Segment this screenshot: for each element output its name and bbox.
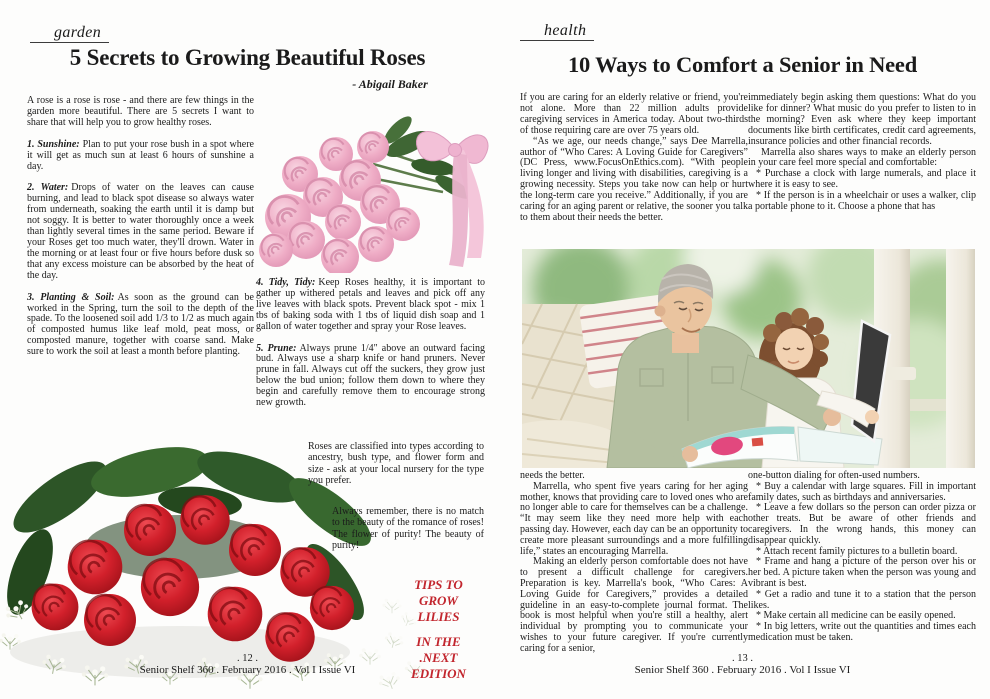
senior-reading-photo bbox=[522, 249, 975, 468]
intro-paragraph: A rose is a rose is rose - and there are few things in the garden more beautiful. There are 5 secrets I want to share that will help you to grow healthy roses. bbox=[27, 95, 254, 128]
bullet-item: * Attach recent family pictures to a bulletin board. bbox=[756, 545, 958, 557]
article-title-senior: 10 Ways to Comfort a Senior in Need bbox=[567, 52, 918, 77]
next-edition-teaser-top bbox=[386, 577, 491, 625]
body-paragraph: needs the better. bbox=[520, 470, 585, 481]
body-paragraph: immediately begin asking them questions: What do you like for dinner? What music do you prefer to listen to in the morning? Even ask where they keep important documents like birth certificates, credit card agreements, insurance policies and other financial records. bbox=[748, 92, 976, 147]
page-number-13: . 13 . bbox=[732, 653, 753, 664]
teaser-line: IN THE bbox=[416, 634, 461, 649]
secret-label: 5. Prune: bbox=[256, 342, 297, 354]
secret-label: 4. Tidy, Tidy: bbox=[256, 277, 316, 288]
body-paragraph: Marrella also shares ways to make an elderly person in your care feel more special and comfortable: bbox=[748, 146, 976, 169]
secret-item-3 bbox=[27, 293, 254, 358]
bullet-item: * Make certain all medicine can be easily opened. bbox=[756, 610, 956, 622]
teaser-line: TIPS TO bbox=[414, 577, 463, 592]
pink-roses-photo bbox=[248, 92, 490, 273]
senior-column-1-top bbox=[520, 93, 748, 224]
page-number-12: . 12 . bbox=[237, 653, 258, 664]
roses-column-1 bbox=[27, 96, 254, 358]
secret-label: 3. Planting & Soil: bbox=[27, 291, 115, 303]
body-paragraph: Making an elderly person comfortable does not have to present a difficult challenge for caregivers. Preparation is key. Marrella's book, “Who Cares: A Loving Guide for Caregivers,” provides a detailed guideline in an easy-to-complete journal format. The book is most helpful when you're still a healthy, alert individual by prompting you to communicate your wishes to your future caregiver. If you're currently caring for a senior, bbox=[520, 556, 748, 654]
section-label-health: health bbox=[520, 22, 594, 41]
bullet-item: * If the person is in a wheelchair or uses a walker, clip a portable phone to it. Choose a phone that has bbox=[748, 190, 976, 213]
section-label-garden: garden bbox=[30, 24, 109, 43]
bullet-item: * Leave a few dollars so the person can order pizza or other treats. But be aware of other friends and caregivers. In the wrong hands, this money can disappear quickly. bbox=[748, 502, 976, 546]
secret-item-5 bbox=[256, 344, 485, 409]
body-paragraph: If you are caring for an elderly relative or friend, you're not alone. More than 22 million adults provide caregiving services in America today. About two-thirds of those requiring care are over 75 years old. bbox=[520, 92, 748, 136]
teaser-line: GROW bbox=[418, 593, 458, 608]
secret-text: As soon as the ground can be worked in the Spring, turn the soil to the depth of the spade. To the loosened soil add 1/3 to 1/2 as much again of composted humus like leaf mold, peat moss, or composted manure, together with coarse sand. Make sure to work the soil at least a month before planting. bbox=[27, 291, 254, 358]
bullet-item: * In big letters, write out the quantities and times each medication must be taken. bbox=[748, 621, 976, 643]
body-paragraph: Marrella, who spent five years caring for her aging mother, knows that providing care to loved ones who are no longer able to care for themselves can be a challenge. “It may seem like they need more help with each passing day. However, each day can be an opportunity to create more pleasant surroundings and a more fulfilling life,” states an encouraging Marrella. bbox=[520, 480, 748, 557]
senior-column-2-bottom bbox=[748, 471, 976, 644]
secret-item-4 bbox=[256, 278, 485, 333]
teaser-line: LILIES bbox=[417, 609, 460, 624]
roses-column-2 bbox=[256, 278, 485, 409]
pink-roses-bouquet-illustration bbox=[248, 92, 490, 273]
article-title-roses: 5 Secrets to Growing Beautiful Roses bbox=[69, 45, 426, 70]
senior-column-1-bottom bbox=[520, 471, 748, 655]
note-remember: Always remember, there is no match to the beauty of the romance of roses! The flower of purity! The beauty of purity! bbox=[332, 506, 484, 552]
secret-text: Drops of water on the leaves can cause burning, and lead to black spot disease so always water from underneath, soaking the earth until it is damp but not soggy. It is better to water thoroughly once a week than lightly several times in the same period. Beware if your Roses get too much water, they'll drown. Water in the morning or at least four or five hours before dusk so that any excess moisture can be absorbed by the heat of the day. bbox=[27, 182, 254, 281]
footer-left: Senior Shelf 360 . February 2016 . Vol I Issue VI bbox=[139, 664, 356, 676]
secret-label: 2. Water: bbox=[27, 182, 69, 194]
bullet-item: * Frame and hang a picture of the person over his or her bed. A picture taken when the person was young and vibrant is best. bbox=[748, 556, 976, 589]
secret-text: Plan to put your rose bush in a spot where it will get as much sun at least 6 hours of sunshine a day. bbox=[27, 138, 254, 172]
note-classification: Roses are classified into types according to ancestry, bush type, and flower form and size - ask at your local nursery for the type you prefer. bbox=[308, 441, 484, 487]
secret-label: 1. Sunshine: bbox=[27, 138, 80, 150]
senior-column-2-top bbox=[748, 93, 976, 213]
secret-item-1 bbox=[27, 140, 254, 173]
bullet-item: * Get a radio and tune it to a station that the person likes. bbox=[748, 588, 976, 611]
bullet-item: * Purchase a clock with large numerals, and place it where it is easy to see. bbox=[748, 168, 976, 191]
teaser-line: .NEXT bbox=[419, 650, 458, 665]
bullet-item: * Buy a calendar with large squares. Fill in important family dates, such as birthdays and anniversaries. bbox=[748, 480, 976, 503]
body-paragraph: “As we age, our needs change,” says Dee Marrella, author of “Who Cares: A Loving Guide for Caregivers” (DC Press, www.FocusOnEthics.com). “With people living longer and living with disabilities, caregiving is a growing necessity. Steps you take now can help or hurt the long-term care you receive.” Additionally, if you are caring for an aging parent or relative, the sooner you talk to them about their needs the better. bbox=[520, 135, 748, 223]
secret-item-2 bbox=[27, 183, 254, 281]
page-health bbox=[495, 0, 990, 699]
byline: - Abigail Baker bbox=[352, 77, 428, 91]
secret-text: Keep Roses healthy, it is important to gather up withered petals and leaves and pick off any live leaves with black spots. Prevent black spot - mix 1 tbs of baking soda with 1 tbs of liquid dish soap and 1 gallon of water together and spray your Rose leaves. bbox=[256, 277, 485, 332]
body-paragraph: one-button dialing for often-used numbers. bbox=[748, 470, 920, 481]
teaser-line: EDITION bbox=[411, 666, 466, 681]
senior-and-child-reading-illustration bbox=[522, 249, 975, 468]
secret-text: Always prune 1/4" above an outward facing bud. Always use a sharp knife or hand pruners. Never prune in fall. Always cut off the suckers, they grow just below the bud union; follow them down to where they begin and carefully remove them to encourage strong new growth. bbox=[256, 342, 485, 409]
footer-right: Senior Shelf 360 . February 2016 . Vol I Issue VI bbox=[634, 664, 851, 676]
